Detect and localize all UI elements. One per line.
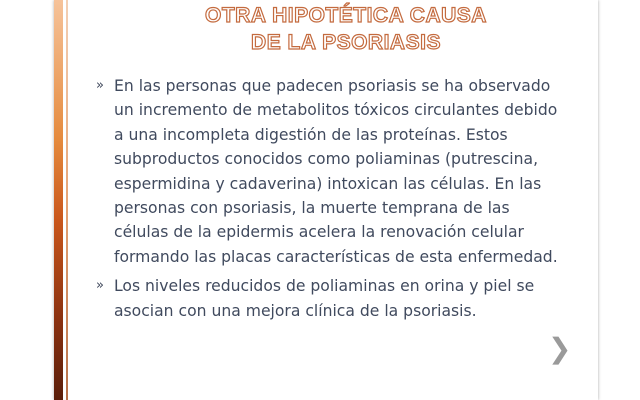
- slide: [54, 0, 598, 400]
- chevron-right-icon[interactable]: ❯: [548, 332, 572, 365]
- accent-bar: [54, 0, 63, 400]
- slide-title-line-2: DE LA PSORIASIS: [251, 31, 441, 54]
- slide-title: [114, 2, 578, 56]
- bullet-marker: »: [96, 78, 104, 93]
- accent-line: [66, 0, 68, 400]
- bullet-text: En las personas que padecen psoriasis se ha observado un incremento de metabolitos tóxicos circulantes debido a una incompleta digestión de las proteínas. Estos subproductos conocidos como poliaminas (putrescina, espermidina y cadaverina) intoxican las células. En las personas con psoriasis, la muerte temprana de las células de la epidermis acelera la renovación celular formando las placas características de esta enfermedad.: [114, 77, 558, 266]
- bullet-item: [96, 274, 566, 323]
- bullet-list: [96, 74, 566, 328]
- bullet-text: Los niveles reducidos de poliaminas en orina y piel se asocian con una mejora clínica de la psoriasis.: [114, 277, 535, 320]
- bullet-item: [96, 74, 566, 269]
- slide-title-line-1: OTRA HIPOTÉTICA CAUSA: [205, 4, 487, 27]
- bullet-marker: »: [96, 278, 104, 294]
